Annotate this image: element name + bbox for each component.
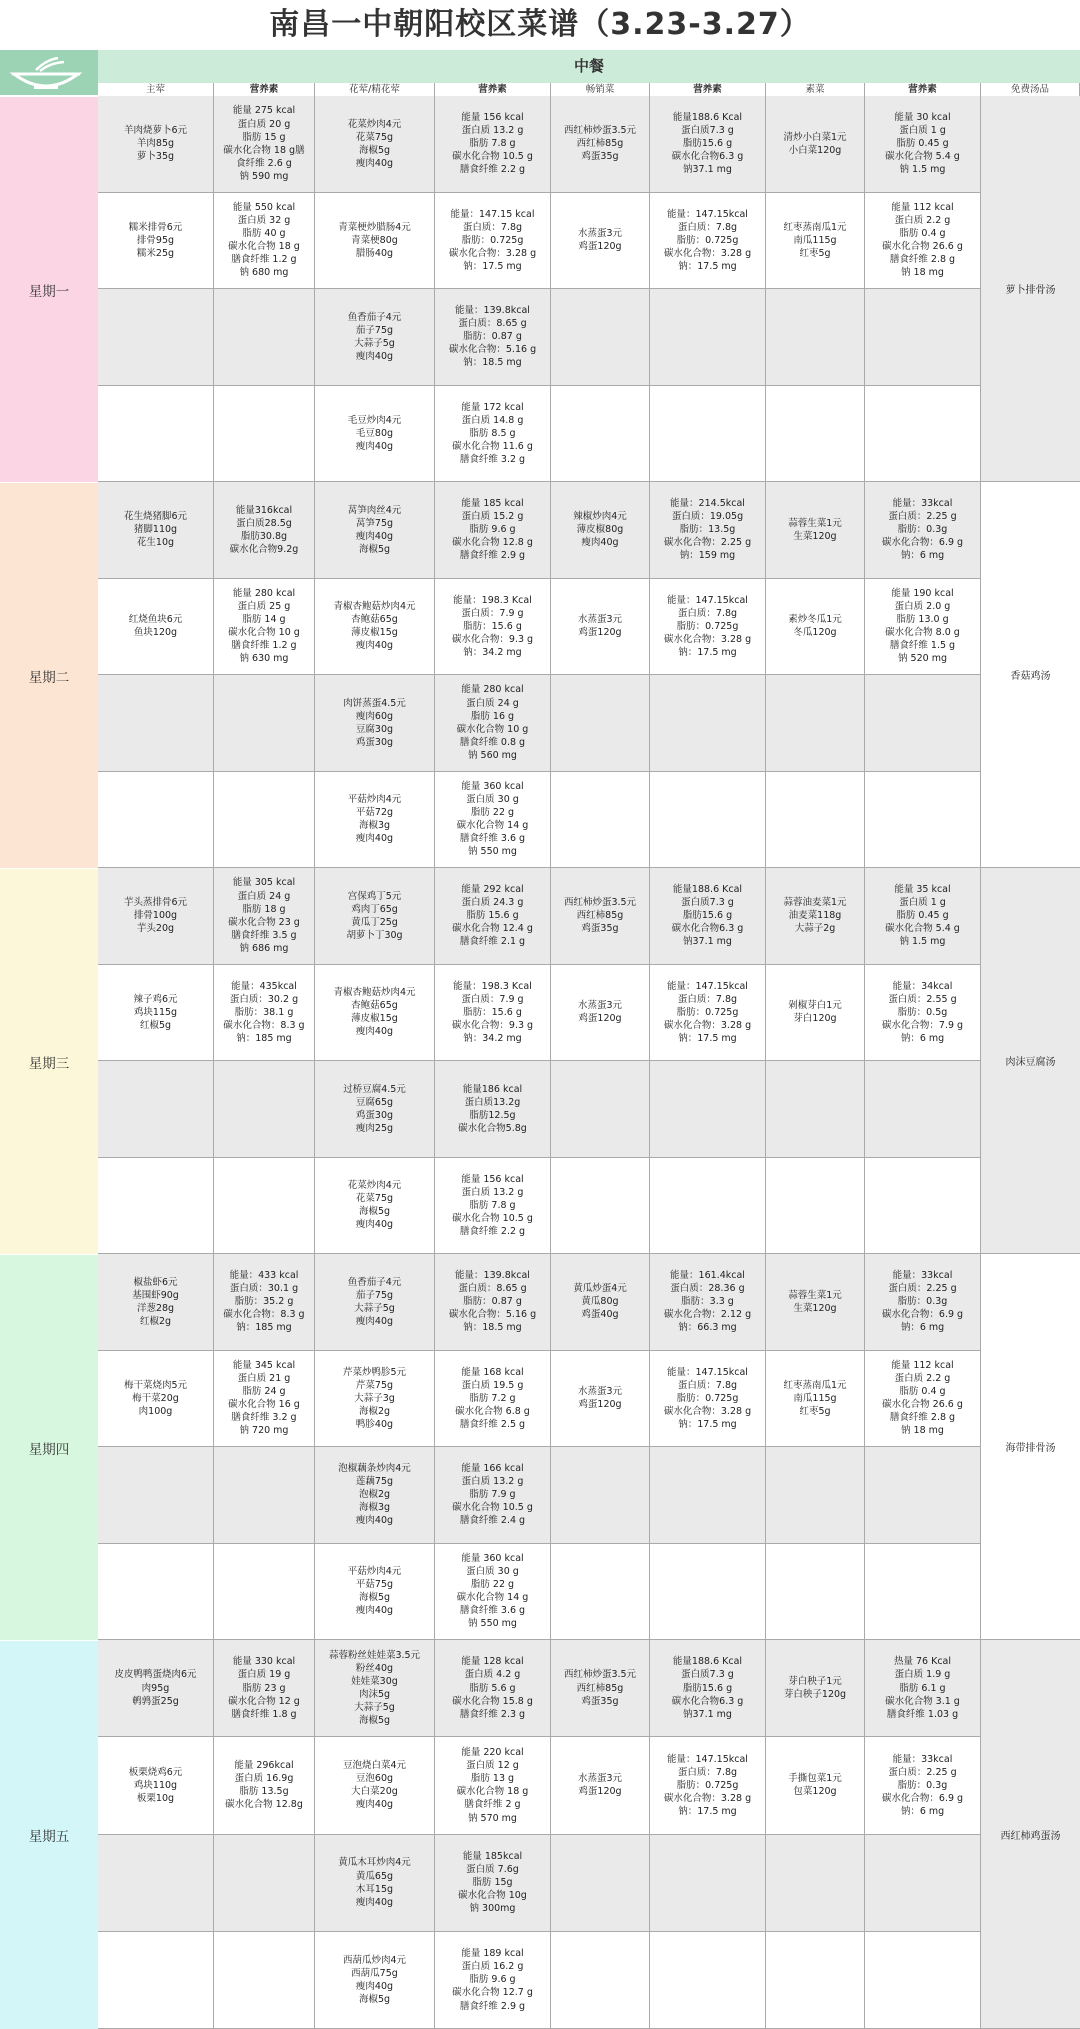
menu-cell-vegetable-dish: 芽白秧子1元 芽白秧子120g: [766, 1640, 865, 1737]
menu-cell-veg-meat-dish: 花菜炒肉4元 花菜75g 海椒5g 瘦肉40g: [315, 96, 435, 193]
logo-block: [0, 50, 98, 95]
day-label: 星期五: [0, 1640, 98, 2029]
menu-cell-bestseller-nutrition: [650, 1835, 766, 1932]
menu-cell-vegetable-nutrition: [865, 1932, 981, 2029]
menu-cell-main-nutrition: [214, 1835, 315, 1932]
menu-cell-vegetable-nutrition: 热量 76 Kcal 蛋白质 1.9 g 脂肪 6.1 g 碳水化合物 3.1 g 膳食纤维 1.03 g: [865, 1640, 981, 1737]
menu-cell-main-nutrition: [214, 1447, 315, 1544]
menu-cell-main-nutrition: 能量 330 kcal 蛋白质 19 g 脂肪 23 g 碳水化合物 12 g 膳食纤维 1.8 g: [214, 1640, 315, 1737]
menu-cell-bestseller-dish: [551, 386, 650, 483]
menu-cell-bestseller-nutrition: 能量：214.5kcal 蛋白质：19.05g 脂肪：13.5g 碳水化合物：2.25 g 钠：159 mg: [650, 482, 766, 579]
menu-cell-vegetable-nutrition: 能量：33kcal 蛋白质：2.25 g 脂肪：0.3g 碳水化合物：6.9 g 钠：6 mg: [865, 1254, 981, 1351]
menu-cell-bestseller-nutrition: [650, 1544, 766, 1641]
menu-cell-veg-meat-nutrition: 能量 172 kcal 蛋白质 14.8 g 脂肪 8.5 g 碳水化合物 11.6 g 膳食纤维 3.2 g: [435, 386, 551, 483]
menu-cell-veg-meat-nutrition: 能量 156 kcal 蛋白质 13.2 g 脂肪 7.8 g 碳水化合物 10.5 g 膳食纤维 2.2 g: [435, 1158, 551, 1255]
menu-cell-vegetable-nutrition: 能量 35 kcal 蛋白质 1 g 脂肪 0.45 g 碳水化合物 5.4 g 钠 1.5 mg: [865, 868, 981, 965]
menu-cell-bestseller-dish: [551, 1447, 650, 1544]
menu-cell-main-dish: 皮皮鸭鸭蛋烧肉6元 肉95g 鹌鹑蛋25g: [98, 1640, 214, 1737]
menu-cell-veg-meat-nutrition: 能量 360 kcal 蛋白质 30 g 脂肪 22 g 碳水化合物 14 g 膳食纤维 3.6 g 钠 550 mg: [435, 772, 551, 869]
menu-cell-vegetable-dish: [766, 772, 865, 869]
menu-cell-vegetable-nutrition: 能量：33kcal 蛋白质：2.25 g 脂肪：0.3g 碳水化合物：6.9 g 钠：6 mg: [865, 482, 981, 579]
menu-cell-veg-meat-dish: 过桥豆腐4.5元 豆腐65g 鸡蛋30g 瘦肉25g: [315, 1061, 435, 1158]
menu-cell-vegetable-dish: 红枣蒸南瓜1元 南瓜115g 红枣5g: [766, 1351, 865, 1448]
menu-cell-bestseller-nutrition: [650, 1061, 766, 1158]
menu-cell-main-nutrition: [214, 1158, 315, 1255]
menu-cell-bestseller-nutrition: 能量188.6 Kcal 蛋白质7.3 g 脂肪15.6 g 碳水化合物6.3 g 钠37.1 mg: [650, 96, 766, 193]
menu-cell-bestseller-dish: 西红柿炒蛋3.5元 西红柿85g 鸡蛋35g: [551, 96, 650, 193]
menu-cell-veg-meat-dish: 毛豆炒肉4元 毛豆80g 瘦肉40g: [315, 386, 435, 483]
menu-cell-veg-meat-nutrition: 能量 292 kcal 蛋白质 24.3 g 脂肪 15.6 g 碳水化合物 12.4 g 膳食纤维 2.1 g: [435, 868, 551, 965]
menu-cell-vegetable-dish: 红枣蒸南瓜1元 南瓜115g 红枣5g: [766, 193, 865, 290]
menu-cell-main-dish: 板栗烧鸡6元 鸡块110g 板栗10g: [98, 1737, 214, 1834]
menu-cell-bestseller-nutrition: 能量：161.4kcal 蛋白质：28.36 g 脂肪：3.3 g 碳水化合物：2.12 g 钠：66.3 mg: [650, 1254, 766, 1351]
menu-cell-main-dish: [98, 675, 214, 772]
header-bestseller-dish: 畅销菜: [551, 83, 650, 96]
menu-cell-veg-meat-nutrition: 能量 168 kcal 蛋白质 19.5 g 脂肪 7.2 g 碳水化合物 6.8 g 膳食纤维 2.5 g: [435, 1351, 551, 1448]
header-bestseller-nutrition: 营养素: [650, 83, 766, 96]
menu-cell-main-dish: [98, 386, 214, 483]
menu-cell-veg-meat-dish: 青椒杏鲍菇炒肉4元 杏鲍菇65g 薄皮椒15g 瘦肉40g: [315, 579, 435, 676]
menu-cell-bestseller-nutrition: 能量188.6 Kcal 蛋白质7.3 g 脂肪15.6 g 碳水化合物6.3 g 钠37.1 mg: [650, 1640, 766, 1737]
menu-cell-veg-meat-dish: 宫保鸡丁5元 鸡肉丁65g 黄瓜丁25g 胡萝卜丁30g: [315, 868, 435, 965]
menu-cell-bestseller-dish: 黄瓜炒蛋4元 黄瓜80g 鸡蛋40g: [551, 1254, 650, 1351]
menu-cell-main-dish: 羊肉烧萝卜6元 羊肉85g 萝卜35g: [98, 96, 214, 193]
menu-cell-bestseller-nutrition: [650, 1932, 766, 2029]
menu-cell-bestseller-dish: 水蒸蛋3元 鸡蛋120g: [551, 193, 650, 290]
menu-cell-vegetable-dish: 手撕包菜1元 包菜120g: [766, 1737, 865, 1834]
menu-cell-vegetable-nutrition: [865, 1447, 981, 1544]
menu-cell-vegetable-dish: [766, 1544, 865, 1641]
menu-cell-veg-meat-dish: 肉饼蒸蛋4.5元 瘦肉60g 豆腐30g 鸡蛋30g: [315, 675, 435, 772]
menu-cell-vegetable-nutrition: [865, 1835, 981, 1932]
menu-cell-main-nutrition: [214, 386, 315, 483]
menu-cell-bestseller-nutrition: 能量188.6 Kcal 蛋白质7.3 g 脂肪15.6 g 碳水化合物6.3 g 钠37.1 mg: [650, 868, 766, 965]
menu-cell-veg-meat-dish: 芹菜炒鸭胗5元 芹菜75g 大蒜子3g 海椒2g 鸭胗40g: [315, 1351, 435, 1448]
menu-cell-main-nutrition: 能量 550 kcal 蛋白质 32 g 脂肪 40 g 碳水化合物 18 g 膳食纤维 1.2 g 钠 680 mg: [214, 193, 315, 290]
menu-cell-veg-meat-nutrition: 能量：198.3 Kcal 蛋白质：7.9 g 脂肪：15.6 g 碳水化合物：9.3 g 钠：34.2 mg: [435, 579, 551, 676]
menu-cell-main-dish: 梅干菜烧肉5元 梅干菜20g 肉100g: [98, 1351, 214, 1448]
menu-cell-veg-meat-dish: 豆泡烧白菜4元 豆泡60g 大白菜20g 瘦肉40g: [315, 1737, 435, 1834]
menu-cell-vegetable-nutrition: 能量：34kcal 蛋白质：2.55 g 脂肪：0.5g 碳水化合物：7.9 g 钠：6 mg: [865, 965, 981, 1062]
menu-cell-main-nutrition: [214, 772, 315, 869]
menu-cell-vegetable-dish: [766, 1158, 865, 1255]
page-title: 南昌一中朝阳校区菜谱（3.23-3.27）: [269, 7, 811, 42]
menu-cell-veg-meat-dish: 平菇炒肉4元 平菇72g 海椒3g 瘦肉40g: [315, 772, 435, 869]
menu-cell-vegetable-dish: 蒜蓉生菜1元 生菜120g: [766, 1254, 865, 1351]
menu-cell-vegetable-nutrition: 能量 112 kcal 蛋白质 2.2 g 脂肪 0.4 g 碳水化合物 26.6 g 膳食纤维 2.8 g 钠 18 mg: [865, 1351, 981, 1448]
menu-cell-veg-meat-dish: 蒜蓉粉丝娃娃菜3.5元 粉丝40g 娃娃菜30g 肉沫5g 大蒜子5g 海椒5g: [315, 1640, 435, 1737]
menu-cell-vegetable-nutrition: [865, 386, 981, 483]
menu-cell-vegetable-dish: 剁椒芽白1元 芽白120g: [766, 965, 865, 1062]
menu-cell-bestseller-dish: 水蒸蛋3元 鸡蛋120g: [551, 965, 650, 1062]
menu-cell-main-nutrition: [214, 675, 315, 772]
menu-cell-vegetable-nutrition: [865, 772, 981, 869]
header-veg-meat-dish: 花荤/精花荤: [315, 83, 435, 96]
menu-cell-veg-meat-nutrition: 能量 280 kcal 蛋白质 24 g 脂肪 16 g 碳水化合物 10 g 膳食纤维 0.8 g 钠 560 mg: [435, 675, 551, 772]
menu-cell-bestseller-nutrition: [650, 289, 766, 386]
menu-cell-veg-meat-nutrition: 能量186 kcal 蛋白质13.2g 脂肪12.5g 碳水化合物5.8g: [435, 1061, 551, 1158]
menu-cell-bestseller-nutrition: 能量：147.15kcal 蛋白质：7.8g 脂肪：0.725g 碳水化合物：3.28 g 钠：17.5 mg: [650, 965, 766, 1062]
menu-cell-bestseller-dish: [551, 289, 650, 386]
menu-cell-main-dish: 糯米排骨6元 排骨95g 糯米25g: [98, 193, 214, 290]
menu-cell-vegetable-dish: [766, 1447, 865, 1544]
menu-cell-main-nutrition: 能量：433 kcal 蛋白质：30.1 g 脂肪：35.2 g 碳水化合物：8.3 g 钠：185 mg: [214, 1254, 315, 1351]
menu-cell-veg-meat-nutrition: 能量：139.8kcal 蛋白质：8.65 g 脂肪：0.87 g 碳水化合物：5.16 g 钠：18.5 mg: [435, 1254, 551, 1351]
menu-cell-bestseller-dish: 西红柿炒蛋3.5元 西红柿85g 鸡蛋35g: [551, 1640, 650, 1737]
menu-cell-vegetable-nutrition: 能量 30 kcal 蛋白质 1 g 脂肪 0.45 g 碳水化合物 5.4 g 钠 1.5 mg: [865, 96, 981, 193]
menu-cell-vegetable-dish: 蒜蓉油麦菜1元 油麦菜118g 大蒜子2g: [766, 868, 865, 965]
menu-cell-main-dish: 花生烧猪脚6元 猪脚110g 花生10g: [98, 482, 214, 579]
menu-cell-bestseller-dish: [551, 1158, 650, 1255]
menu-cell-veg-meat-nutrition: 能量：147.15 kcal 蛋白质：7.8g 脂肪：0.725g 碳水化合物：3.28 g 钠：17.5 mg: [435, 193, 551, 290]
header-main-dish: 主荤: [98, 83, 214, 96]
menu-cell-main-dish: 芋头蒸排骨6元 排骨100g 芋头20g: [98, 868, 214, 965]
menu-cell-vegetable-nutrition: [865, 289, 981, 386]
menu-cell-vegetable-nutrition: [865, 1061, 981, 1158]
menu-cell-main-dish: [98, 289, 214, 386]
menu-cell-veg-meat-dish: 黄瓜木耳炒肉4元 黄瓜65g 木耳15g 瘦肉40g: [315, 1835, 435, 1932]
header-veg-meat-nutrition: 营养素: [435, 83, 551, 96]
menu-cell-veg-meat-nutrition: 能量 360 kcal 蛋白质 30 g 脂肪 22 g 碳水化合物 14 g 膳食纤维 3.6 g 钠 550 mg: [435, 1544, 551, 1641]
menu-cell-veg-meat-nutrition: 能量 189 kcal 蛋白质 16.2 g 脂肪 9.6 g 碳水化合物 12.7 g 膳食纤维 2.9 g: [435, 1932, 551, 2029]
soup-cell: 萝卜排骨汤: [981, 96, 1080, 482]
day-label: 星期三: [0, 868, 98, 1254]
menu-cell-veg-meat-dish: 泡椒藕条炒肉4元 莲藕75g 泡椒2g 海椒3g 瘦肉40g: [315, 1447, 435, 1544]
menu-cell-main-nutrition: [214, 289, 315, 386]
menu-cell-main-dish: 辣子鸡6元 鸡块115g 红椒5g: [98, 965, 214, 1062]
menu-cell-main-nutrition: 能量 280 kcal 蛋白质 25 g 脂肪 14 g 碳水化合物 10 g 膳食纤维 1.2 g 钠 630 mg: [214, 579, 315, 676]
soup-cell: 香菇鸡汤: [981, 482, 1080, 868]
menu-cell-bestseller-dish: 水蒸蛋3元 鸡蛋120g: [551, 579, 650, 676]
menu-cell-bestseller-dish: 西红柿炒蛋3.5元 西红柿85g 鸡蛋35g: [551, 868, 650, 965]
menu-cell-veg-meat-dish: 花菜炒肉4元 花菜75g 海椒5g 瘦肉40g: [315, 1158, 435, 1255]
menu-cell-vegetable-dish: [766, 675, 865, 772]
menu-cell-main-dish: [98, 1061, 214, 1158]
menu-cell-veg-meat-nutrition: 能量 156 kcal 蛋白质 13.2 g 脂肪 7.8 g 碳水化合物 10.5 g 膳食纤维 2.2 g: [435, 96, 551, 193]
menu-cell-vegetable-dish: 清炒小白菜1元 小白菜120g: [766, 96, 865, 193]
menu-cell-bestseller-dish: 辣椒炒肉4元 薄皮椒80g 瘦肉40g: [551, 482, 650, 579]
menu-cell-main-nutrition: 能量：435kcal 蛋白质：30.2 g 脂肪：38.1 g 碳水化合物：8.3 g 钠：185 mg: [214, 965, 315, 1062]
menu-cell-bestseller-dish: [551, 1061, 650, 1158]
menu-cell-vegetable-dish: [766, 1835, 865, 1932]
menu-cell-veg-meat-nutrition: 能量 128 kcal 蛋白质 4.2 g 脂肪 5.6 g 碳水化合物 15.8 g 膳食纤维 2.3 g: [435, 1640, 551, 1737]
menu-cell-bestseller-nutrition: 能量：147.15kcal 蛋白质：7.8g 脂肪：0.725g 碳水化合物：3.28 g 钠：17.5 mg: [650, 193, 766, 290]
menu-cell-main-dish: [98, 1835, 214, 1932]
menu-cell-main-nutrition: 能量 275 kcal 蛋白质 20 g 脂肪 15 g 碳水化合物 18 g膳 食纤维 2.6 g 钠 590 mg: [214, 96, 315, 193]
menu-cell-main-nutrition: [214, 1544, 315, 1641]
menu-cell-bestseller-nutrition: 能量：147.15kcal 蛋白质：7.8g 脂肪：0.725g 碳水化合物：3.28 g 钠：17.5 mg: [650, 1351, 766, 1448]
menu-cell-vegetable-dish: 蒜蓉生菜1元 生菜120g: [766, 482, 865, 579]
menu-cell-veg-meat-nutrition: 能量：198.3 Kcal 蛋白质：7.9 g 脂肪：15.6 g 碳水化合物：9.3 g 钠：34.2 mg: [435, 965, 551, 1062]
menu-cell-main-dish: 红烧鱼块6元 鱼块120g: [98, 579, 214, 676]
menu-cell-vegetable-nutrition: 能量 112 kcal 蛋白质 2.2 g 脂肪 0.4 g 碳水化合物 26.6 g 膳食纤维 2.8 g 钠 18 mg: [865, 193, 981, 290]
header-main-nutrition: 营养素: [214, 83, 315, 96]
day-label: 星期二: [0, 482, 98, 868]
menu-cell-bestseller-dish: [551, 772, 650, 869]
menu-cell-vegetable-dish: [766, 1061, 865, 1158]
column-header-row: [98, 83, 1080, 96]
menu-cell-veg-meat-dish: 鱼香茄子4元 茄子75g 大蒜子5g 瘦肉40g: [315, 289, 435, 386]
header-vegetable-nutrition: 营养素: [865, 83, 981, 96]
menu-cell-main-dish: [98, 1544, 214, 1641]
header-free-soup: 免费汤品: [981, 83, 1080, 96]
menu-cell-veg-meat-dish: 平菇炒肉4元 平菇75g 海椒5g 瘦肉40g: [315, 1544, 435, 1641]
menu-cell-veg-meat-nutrition: 能量 220 kcal 蛋白质 12 g 脂肪 13 g 碳水化合物 18 g 膳食纤维 2 g 钠 570 mg: [435, 1737, 551, 1834]
menu-cell-veg-meat-dish: 西葫瓜炒肉4元 西葫瓜75g 瘦肉40g 海椒5g: [315, 1932, 435, 2029]
menu-cell-bestseller-nutrition: [650, 1447, 766, 1544]
menu-cell-main-nutrition: [214, 1061, 315, 1158]
menu-cell-bestseller-dish: [551, 1932, 650, 2029]
menu-cell-veg-meat-dish: 青椒杏鲍菇炒肉4元 杏鲍菇65g 薄皮椒15g 瘦肉40g: [315, 965, 435, 1062]
menu-cell-main-nutrition: 能量 296kcal 蛋白质 16.9g 脂肪 13.5g 碳水化合物 12.8g: [214, 1737, 315, 1834]
menu-cell-vegetable-nutrition: [865, 1158, 981, 1255]
lunch-section-header: 中餐: [98, 50, 1080, 83]
menu-cell-bestseller-dish: [551, 675, 650, 772]
header-vegetable-dish: 素菜: [766, 83, 865, 96]
menu-cell-main-dish: [98, 772, 214, 869]
menu-cell-bestseller-nutrition: 能量：147.15kcal 蛋白质：7.8g 脂肪：0.725g 碳水化合物：3.28 g 钠：17.5 mg: [650, 1737, 766, 1834]
menu-cell-veg-meat-dish: 莴笋肉丝4元 莴笋75g 瘦肉40g 海椒5g: [315, 482, 435, 579]
day-label: 星期一: [0, 96, 98, 482]
menu-cell-main-nutrition: 能量 345 kcal 蛋白质 21 g 脂肪 24 g 碳水化合物 16 g 膳食纤维 3.2 g 钠 720 mg: [214, 1351, 315, 1448]
menu-cell-vegetable-nutrition: [865, 1544, 981, 1641]
soup-cell: 肉沫豆腐汤: [981, 868, 1080, 1254]
menu-cell-bestseller-dish: 水蒸蛋3元 鸡蛋120g: [551, 1351, 650, 1448]
menu-cell-vegetable-dish: [766, 1932, 865, 2029]
menu-cell-vegetable-dish: 素炒冬瓜1元 冬瓜120g: [766, 579, 865, 676]
menu-cell-bestseller-dish: [551, 1835, 650, 1932]
menu-cell-veg-meat-nutrition: 能量 166 kcal 蛋白质 13.2 g 脂肪 7.9 g 碳水化合物 10.5 g 膳食纤维 2.4 g: [435, 1447, 551, 1544]
day-label: 星期四: [0, 1254, 98, 1640]
menu-cell-vegetable-nutrition: 能量 190 kcal 蛋白质 2.0 g 脂肪 13.0 g 碳水化合物 8.0 g 膳食纤维 1.5 g 钠 520 mg: [865, 579, 981, 676]
menu-cell-vegetable-dish: [766, 386, 865, 483]
menu-cell-main-dish: [98, 1158, 214, 1255]
menu-cell-bestseller-nutrition: [650, 386, 766, 483]
menu-cell-main-dish: [98, 1932, 214, 2029]
menu-cell-veg-meat-nutrition: 能量 185 kcal 蛋白质 15.2 g 脂肪 9.6 g 碳水化合物 12.8 g 膳食纤维 2.9 g: [435, 482, 551, 579]
menu-cell-main-nutrition: 能量 305 kcal 蛋白质 24 g 脂肪 18 g 碳水化合物 23 g 膳食纤维 3.5 g 钠 686 mg: [214, 868, 315, 965]
menu-cell-main-nutrition: 能量316kcal 蛋白质28.5g 脂肪30.8g 碳水化合物9.2g: [214, 482, 315, 579]
menu-cell-vegetable-nutrition: 能量：33kcal 蛋白质：2.25 g 脂肪：0.3g 碳水化合物：6.9 g 钠：6 mg: [865, 1737, 981, 1834]
menu-cell-veg-meat-nutrition: 能量 185kcal 蛋白质 7.6g 脂肪 15g 碳水化合物 10g 钠 300mg: [435, 1835, 551, 1932]
menu-cell-bestseller-nutrition: [650, 675, 766, 772]
menu-cell-veg-meat-dish: 鱼香茄子4元 茄子75g 大蒜子5g 瘦肉40g: [315, 1254, 435, 1351]
menu-cell-veg-meat-nutrition: 能量：139.8kcal 蛋白质：8.65 g 脂肪：0.87 g 碳水化合物：5.16 g 钠：18.5 mg: [435, 289, 551, 386]
soup-cell: 西红柿鸡蛋汤: [981, 1640, 1080, 2029]
menu-cell-veg-meat-dish: 青菜梗炒腊肠4元 青菜梗80g 腊肠40g: [315, 193, 435, 290]
menu-cell-bestseller-dish: [551, 1544, 650, 1641]
menu-cell-bestseller-nutrition: [650, 772, 766, 869]
menu-cell-main-dish: [98, 1447, 214, 1544]
soup-cell: 海带排骨汤: [981, 1254, 1080, 1640]
menu-cell-main-nutrition: [214, 1932, 315, 2029]
menu-cell-vegetable-nutrition: [865, 675, 981, 772]
menu-cell-bestseller-dish: 水蒸蛋3元 鸡蛋120g: [551, 1737, 650, 1834]
menu-grid: [0, 96, 1080, 2029]
menu-cell-bestseller-nutrition: [650, 1158, 766, 1255]
menu-cell-vegetable-dish: [766, 289, 865, 386]
menu-cell-bestseller-nutrition: 能量：147.15kcal 蛋白质：7.8g 脂肪：0.725g 碳水化合物：3.28 g 钠：17.5 mg: [650, 579, 766, 676]
menu-cell-main-dish: 椒盐虾6元 基围虾90g 洋葱28g 红椒2g: [98, 1254, 214, 1351]
